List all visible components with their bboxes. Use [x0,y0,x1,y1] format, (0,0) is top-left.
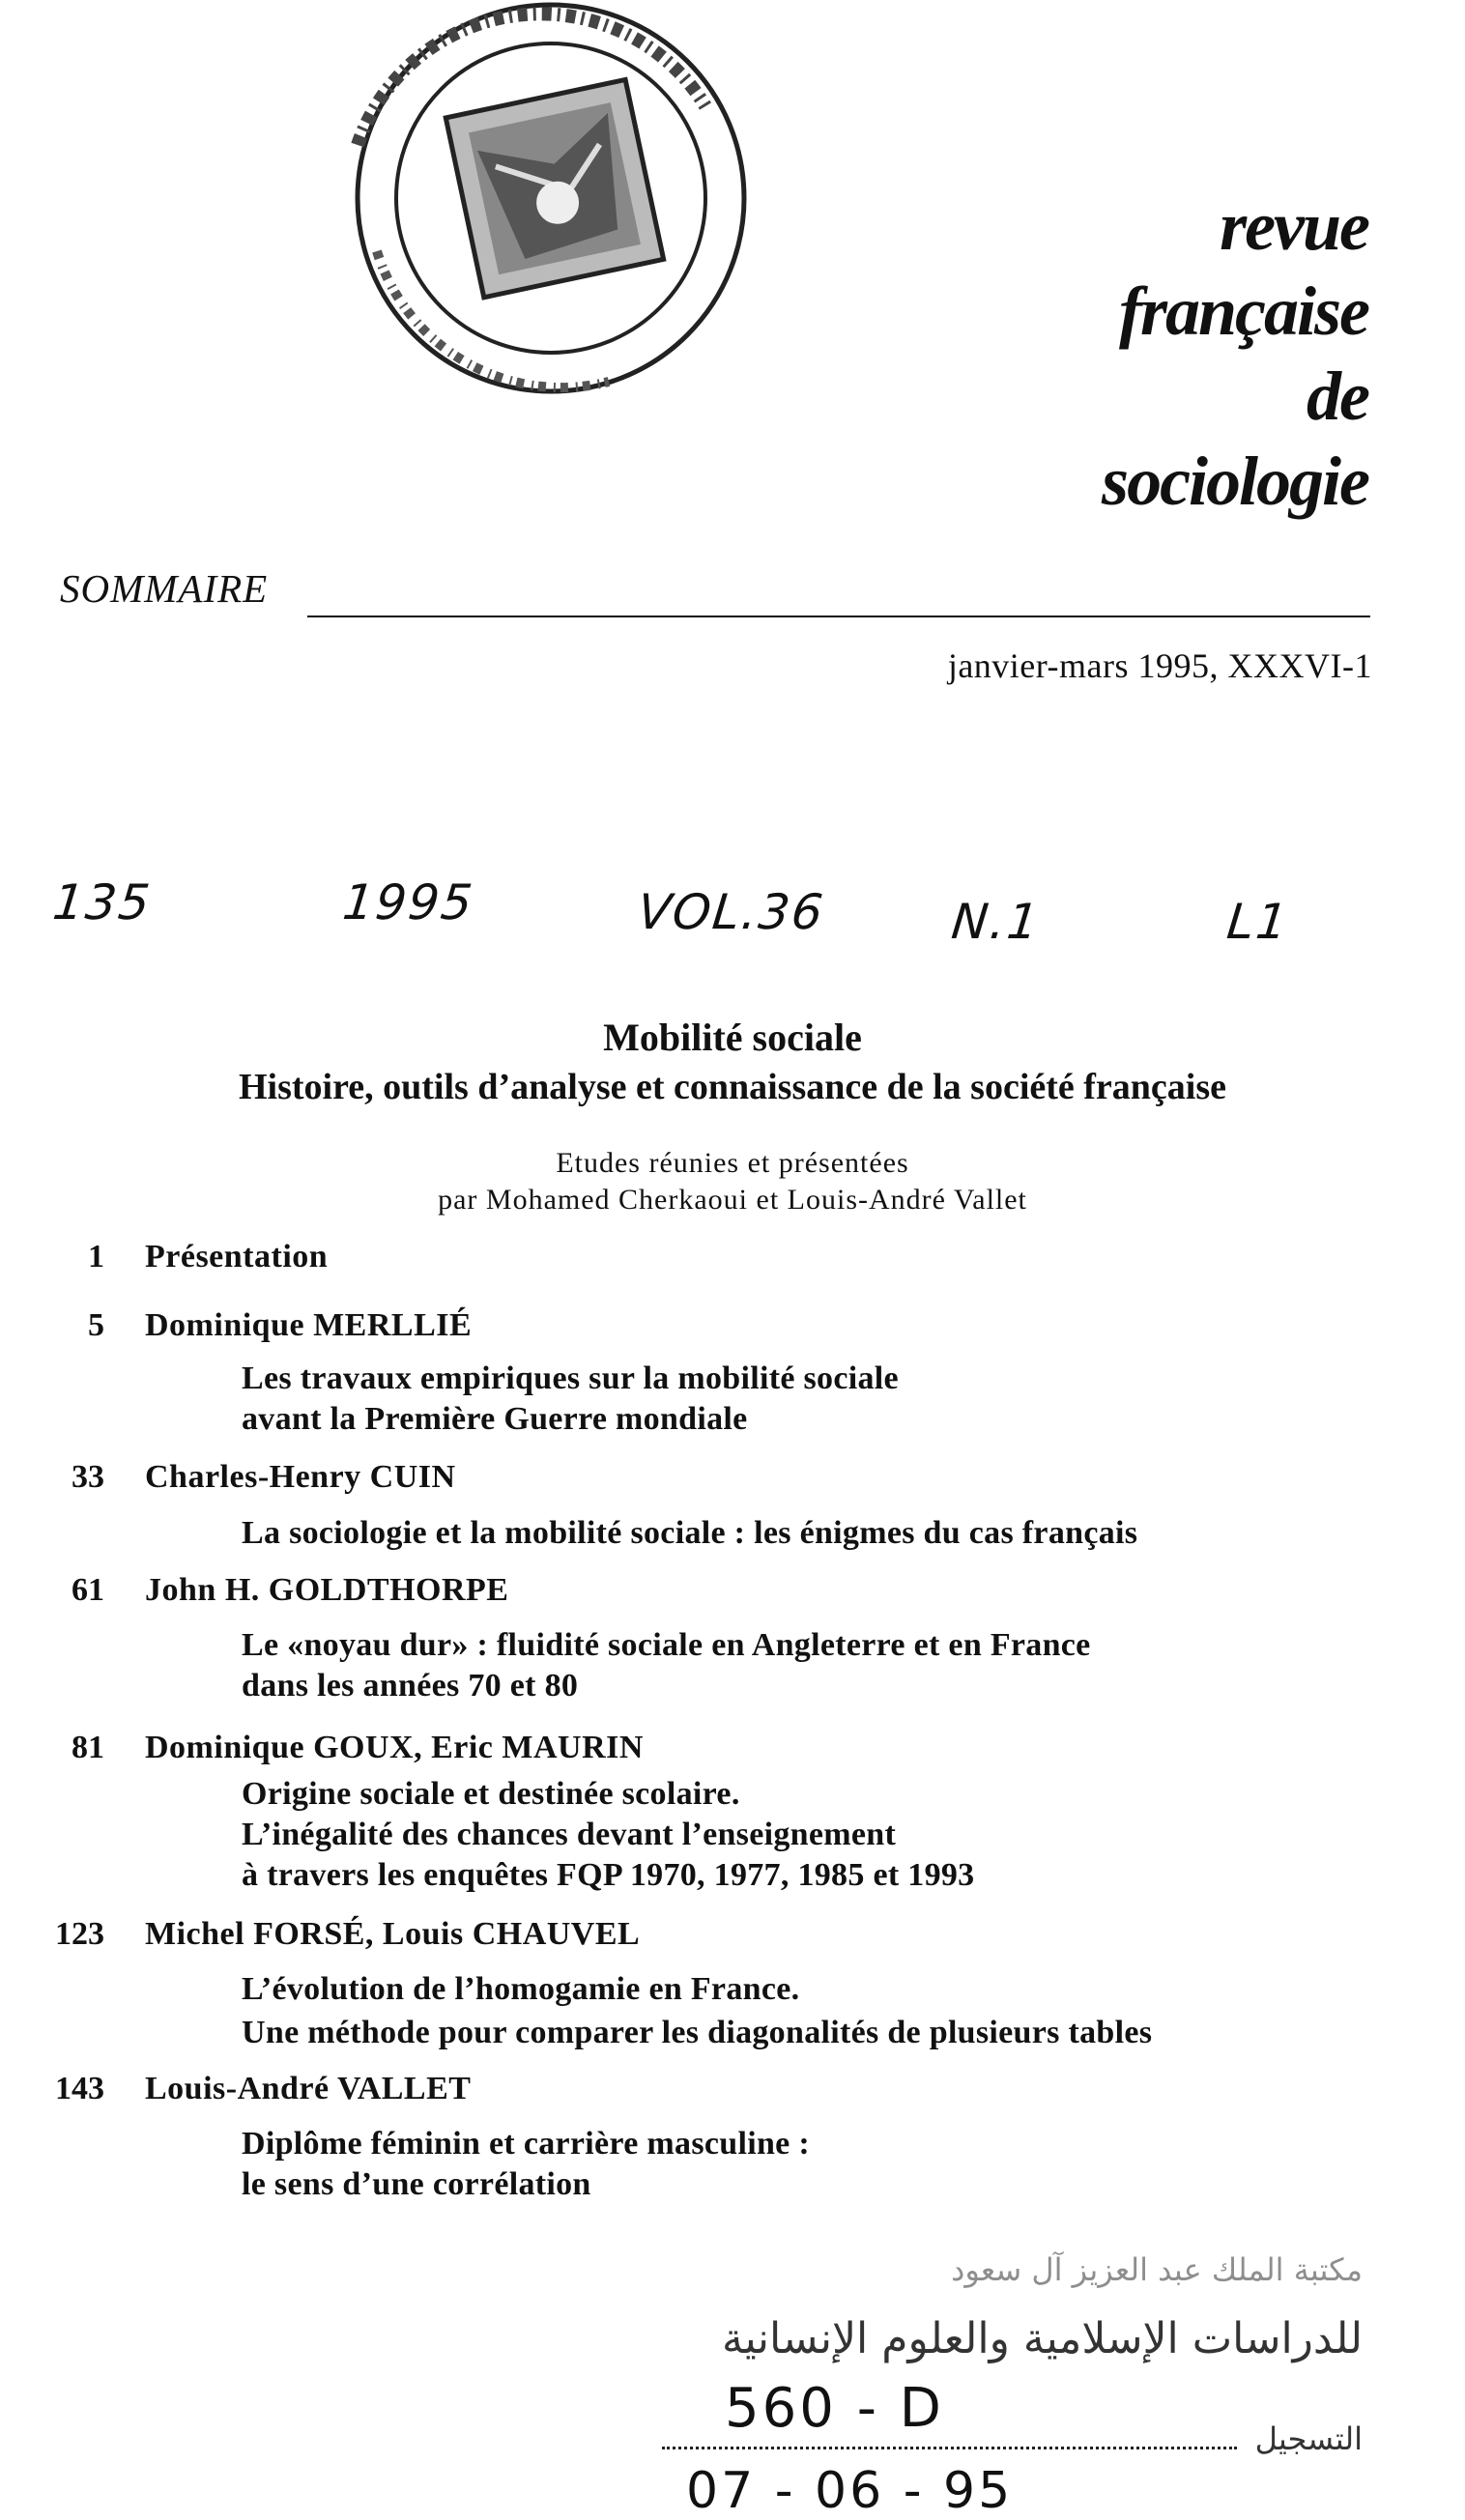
handwritten-code: L1 [1223,894,1292,950]
journal-title-line: sociologie [1102,443,1368,520]
toc-article-title: à travers les enquêtes FQP 1970, 1977, 1985 et 1993 [242,1857,975,1893]
library-department: للدراسات الإسلامية والعلوم الإنسانية [721,2314,1363,2363]
toc-author: John H. GOLDTHORPE [145,1572,509,1608]
theme-subtitle: Histoire, outils d’analyse et connaissance de la société française [238,1067,1227,1107]
header-rule [307,616,1370,617]
toc-article-title: Une méthode pour comparer les diagonalités de plusieurs tables [242,2015,1153,2050]
toc-page-number: 123 [55,1916,104,1952]
toc-entry-title: Présentation [145,1239,329,1274]
toc-author: Charles-Henry CUIN [145,1459,456,1495]
library-seal-stamp [319,0,783,406]
toc-article-title: le sens d’une corrélation [242,2166,591,2202]
toc-article-title: Les travaux empiriques sur la mobilité sociale [242,1360,899,1396]
handwritten-year: 1995 [339,874,477,931]
registration-date: 07 - 06 - 95 [686,2462,1014,2520]
journal-title-line: française [1119,272,1368,350]
toc-article-title: avant la Première Guerre mondiale [242,1401,748,1437]
toc-article-title: Le «noyau dur» : fluidité sociale en Angleterre et en France [242,1627,1091,1663]
toc-author: Louis-André VALLET [145,2071,472,2106]
library-registration-stamp [647,2222,1382,2520]
journal-title-line: de [1307,358,1368,435]
shelf-number: 560 - D [725,2377,944,2440]
toc-author: Dominique MERLLIÉ [145,1307,473,1343]
registration-label: التسجيل [1254,2420,1363,2457]
toc-article-title: L’inégalité des chances devant l’enseignement [242,1817,897,1852]
theme-title: Mobilité sociale [603,1016,862,1059]
journal-title [1102,184,1368,524]
toc-article-title: La sociologie et la mobilité sociale : les énigmes du cas français [242,1515,1138,1551]
toc-page-number: 81 [72,1730,104,1765]
handwritten-ref: 135 [49,874,155,931]
library-name: مكتبة الملك عبد العزيز آل سعود [951,2251,1363,2288]
toc-article-title: L’évolution de l’homogamie en France. [242,1971,800,2007]
toc-page-number: 33 [72,1459,104,1495]
toc-page-number: 61 [72,1572,104,1608]
edited-by-line: Etudes réunies et présentées [556,1147,909,1179]
toc-author: Michel FORSÉ, Louis CHAUVEL [145,1916,641,1952]
journal-title-line: revue [1220,187,1368,265]
toc-article-title: Origine sociale et destinée scolaire. [242,1776,740,1812]
edited-by-line: par Mohamed Cherkaoui et Louis-André Vallet [438,1184,1027,1216]
handwritten-volume: VOL.36 [634,884,827,940]
edited-by [0,1145,1465,1218]
toc-article-title: dans les années 70 et 80 [242,1668,579,1704]
toc-page-number: 1 [88,1239,104,1274]
issue-date: janvier-mars 1995, XXXVI-1 [947,646,1372,685]
toc-article-title: Diplôme féminin et carrière masculine : [242,2126,810,2162]
toc-author: Dominique GOUX, Eric MAURIN [145,1730,644,1765]
stamp-dotted-line [662,2447,1237,2449]
sommaire-heading: SOMMAIRE [60,566,269,611]
handwritten-number: N.1 [948,894,1044,950]
toc-page-number: 5 [88,1307,104,1343]
toc-page-number: 143 [55,2071,104,2106]
